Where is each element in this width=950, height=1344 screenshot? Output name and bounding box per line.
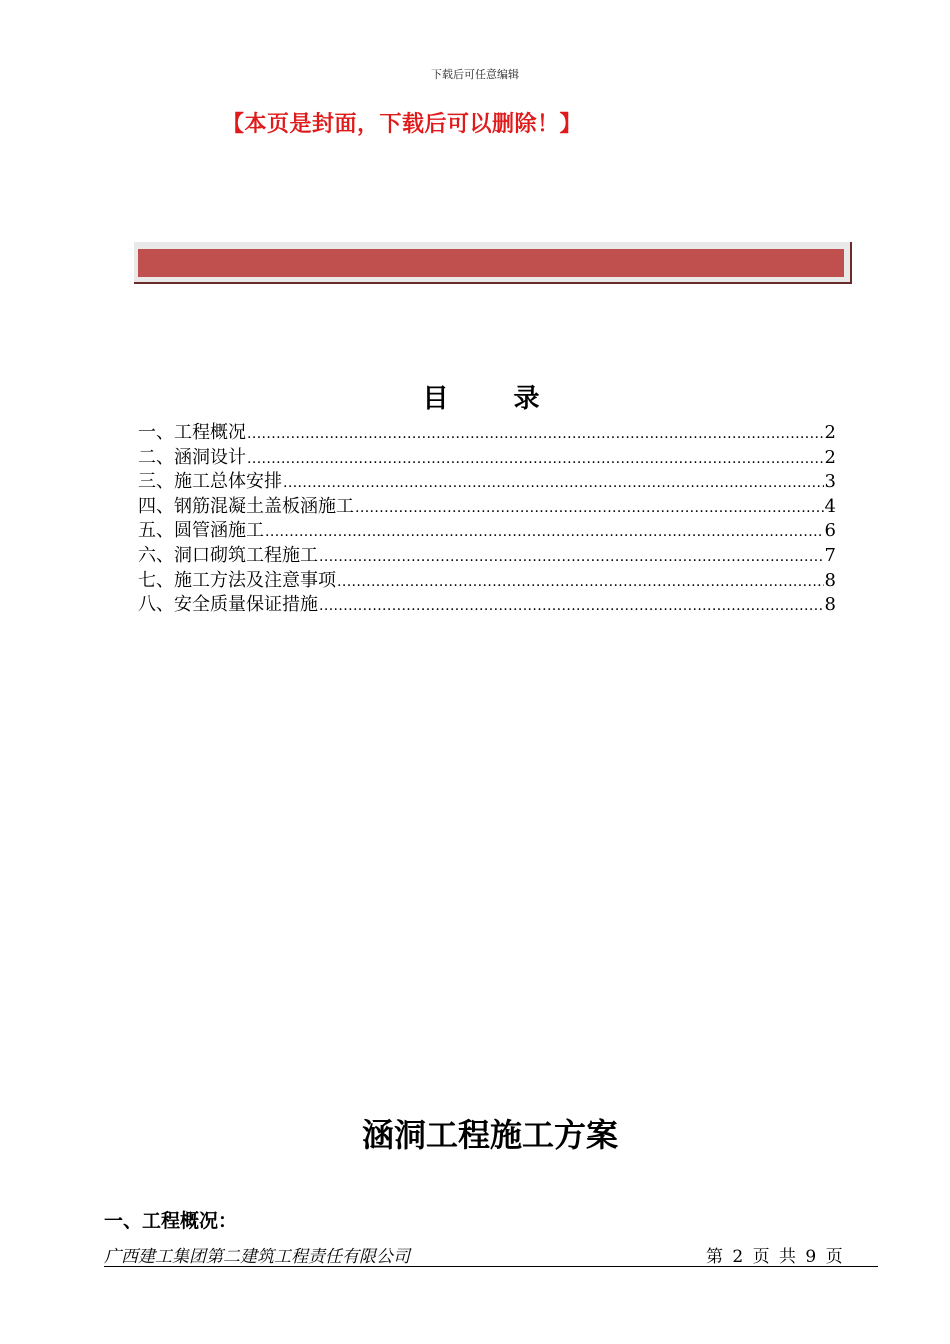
cover-banner-bar [138,249,844,277]
toc-item[interactable] [138,544,836,569]
toc-item[interactable] [138,519,836,544]
document-title: 涵洞工程施工方案 [361,1116,618,1154]
toc-leader-dots [247,421,824,447]
toc-leader-dots [283,470,824,496]
toc-item-label: 四、钢筋混凝土盖板涵施工 [138,495,354,517]
toc-item[interactable] [138,421,836,446]
toc-item-page: 4 [824,495,836,517]
toc-leader-dots [319,544,824,570]
section-heading: 一、工程概况： [104,1210,238,1232]
toc-item-label: 八、安全质量保证措施 [138,594,318,616]
toc-leader-dots [265,519,824,545]
cover-delete-notice: 【本页是封面，下载后可以删除！】 [222,112,583,137]
toc-item[interactable] [138,446,836,471]
toc-item-page: 2 [824,422,836,443]
toc-leader-dots [319,593,824,619]
toc-leader-dots [247,446,824,472]
footer-page-number: 第 2 页 共 9 页 [706,1247,845,1267]
cover-banner [134,242,852,284]
toc-item-label: 二、涵洞设计 [138,446,246,468]
toc-item[interactable] [138,470,836,495]
toc-item-label: 六、洞口砌筑工程施工 [138,544,318,566]
toc-item-page: 6 [824,520,836,542]
toc-leader-dots [355,495,824,521]
toc-item[interactable] [138,495,836,520]
toc-item-page: 8 [824,569,836,591]
footer-company-name: 广西建工集团第二建筑工程责任有限公司 [104,1247,410,1267]
toc-item-label: 五、圆管涵施工 [138,520,264,542]
toc-title: 目 录 [422,384,568,414]
toc-item-page: 2 [824,446,836,468]
toc-item-page: 7 [824,544,836,566]
toc-item[interactable] [138,593,836,618]
toc-item[interactable] [138,569,836,594]
toc-leader-dots [337,569,824,595]
table-of-contents [138,421,836,618]
header-note: 下载后可任意编辑 [431,68,519,81]
toc-item-page: 8 [824,594,836,616]
toc-item-label: 一、工程概况 [138,422,246,443]
toc-item-label: 七、施工方法及注意事项 [138,569,336,591]
page-footer [104,1242,878,1267]
toc-item-page: 3 [824,471,836,493]
toc-item-label: 三、施工总体安排 [138,471,282,493]
